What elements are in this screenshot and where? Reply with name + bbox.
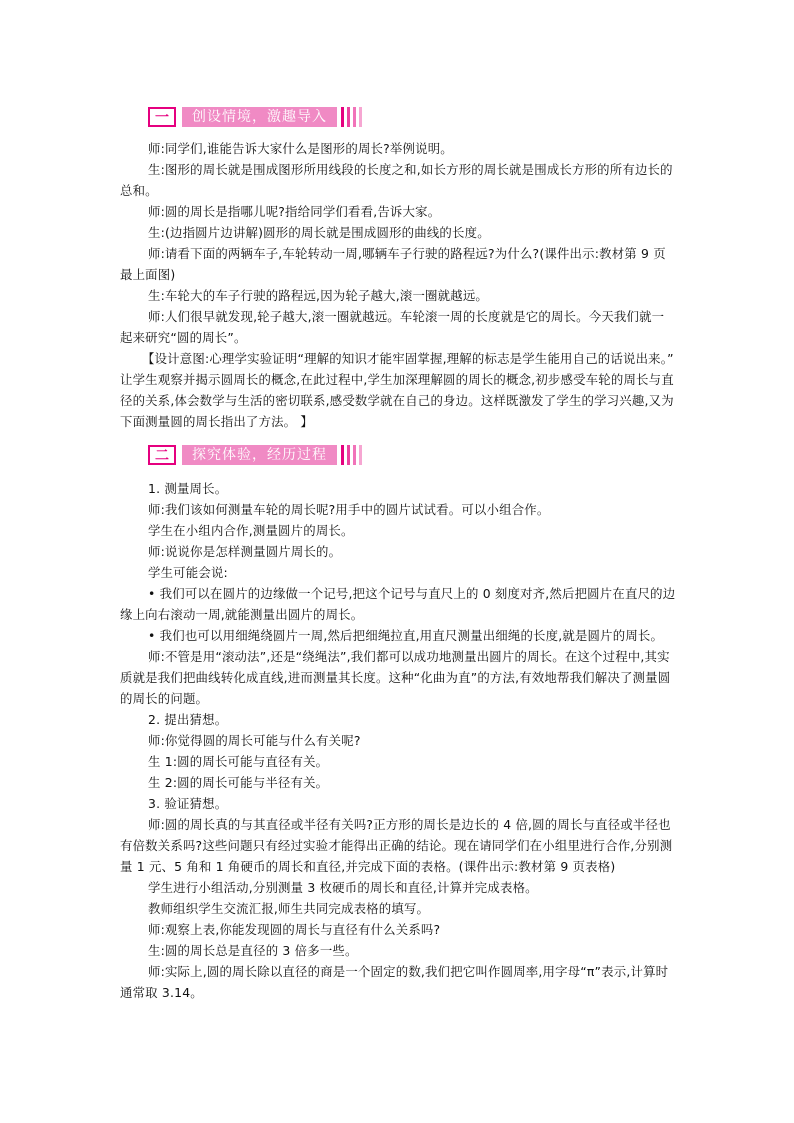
paragraph: 学生在小组内合作,测量圆片的周长。 — [148, 523, 354, 538]
paragraph: 3. 验证猜想。 — [148, 796, 228, 811]
paragraph: 师:观察上表,你能发现圆的周长与直径有什么关系吗? — [148, 922, 441, 937]
paragraph: 师:不管是用“滚动法”,还是“绕绳法”,我们都可以成功地测量出圆片的周长。在这个过程中,其实质就是我们把曲线转化成直线,进而测量其长度。这种“化曲为直”的方法,有效地帮我们解决了测量圆的周长的问题。 — [120, 649, 671, 706]
document-page — [120, 104, 676, 1003]
paragraph: 师:实际上,圆的周长除以直径的商是一个固定的数,我们把它叫作圆周率,用字母“π”表示,计算时通常取 3.14。 — [120, 964, 669, 1000]
section-title: 创设情境，激趣导入 — [182, 107, 337, 127]
paragraph: 1. 测量周长。 — [148, 481, 228, 496]
paragraph: 师:人们很早就发现,轮子越大,滚一圈就越远。车轮滚一周的长度就是它的周长。今天我们就一起来研究“圆的周长”。 — [120, 309, 665, 345]
paragraph: 学生进行小组活动,分别测量 3 枚硬币的周长和直径,计算并完成表格。 — [148, 880, 538, 895]
paragraph: 师:我们该如何测量车轮的周长呢?用手中的圆片试试看。可以小组合作。 — [148, 502, 550, 517]
paragraph: 生:(边指圆片边讲解)圆形的周长就是围成圆形的曲线的长度。 — [148, 225, 490, 240]
decorative-bars-icon — [341, 107, 365, 127]
paragraph: 教师组织学生交流汇报,师生共同完成表格的填写。 — [148, 901, 430, 916]
paragraph: 师:你觉得圆的周长可能与什么有关呢? — [148, 733, 361, 748]
paragraph: 生 1:圆的周长可能与直径有关。 — [148, 754, 329, 769]
paragraph: 学生可能会说: — [148, 565, 228, 580]
section-title: 探究体验，经历过程 — [182, 445, 337, 465]
paragraph: 生:车轮大的车子行驶的路程远,因为轮子越大,滚一圈就越远。 — [148, 288, 489, 303]
paragraph: 师:同学们,谁能告诉大家什么是图形的周长?举例说明。 — [148, 141, 453, 156]
paragraph: 生 2:圆的周长可能与半径有关。 — [148, 775, 329, 790]
paragraph: 生:图形的周长就是围成图形所用线段的长度之和,如长方形的周长就是围成长方形的所有边长的总和。 — [120, 162, 673, 198]
paragraph: 师:圆的周长是指哪儿呢?指给同学们看看,告诉大家。 — [148, 204, 441, 219]
bullet-paragraph: • 我们也可以用细绳绕圆片一周,然后把细绳拉直,用直尺测量出细绳的长度,就是圆片的周长。 — [148, 628, 664, 643]
paragraph: 2. 提出猜想。 — [148, 712, 228, 727]
decorative-bars-icon — [341, 445, 365, 465]
bullet-paragraph: • 我们可以在圆片的边缘做一个记号,把这个记号与直尺上的 0 刻度对齐,然后把圆片在直尺的边缘上向右滚动一周,就能测量出圆片的周长。 — [120, 586, 676, 622]
paragraph: 师:请看下面的两辆车子,车轮转动一周,哪辆车子行驶的路程远?为什么?(课件出示:教材第 9 页最上面图) — [120, 246, 666, 282]
design-intent-note: 【设计意图:心理学实验证明“理解的知识才能牢固掌握,理解的标志是学生能用自己的话说出来。” 让学生观察并揭示圆周长的概念,在此过程中,学生加深理解圆的周长的概念,初步感受车轮的周长与直径的关系,体会数学与生活的密切联系,感受数学就在自己的身边。这样既激发了学生的学习兴趣,又为下面测量圆的周长指出了方法。 】 — [120, 351, 674, 429]
paragraph: 师:说说你是怎样测量圆片周长的。 — [148, 544, 342, 559]
section-number: 一 — [148, 107, 176, 127]
section-header-2 — [148, 442, 676, 468]
paragraph: 生:圆的周长总是直径的 3 倍多一些。 — [148, 943, 358, 958]
section-number: 二 — [148, 445, 176, 465]
section-header-1 — [148, 104, 676, 130]
paragraph: 师:圆的周长真的与其直径或半径有关吗?正方形的周长是边长的 4 倍,圆的周长与直径或半径也有倍数关系吗?这些问题只有经过实验才能得出正确的结论。现在请同学们在小组里进行合作,分别测量 1 元、5 角和 1 角硬币的周长和直径,并完成下面的表格。(课件出示:教材第 9 页表格) — [120, 817, 673, 874]
